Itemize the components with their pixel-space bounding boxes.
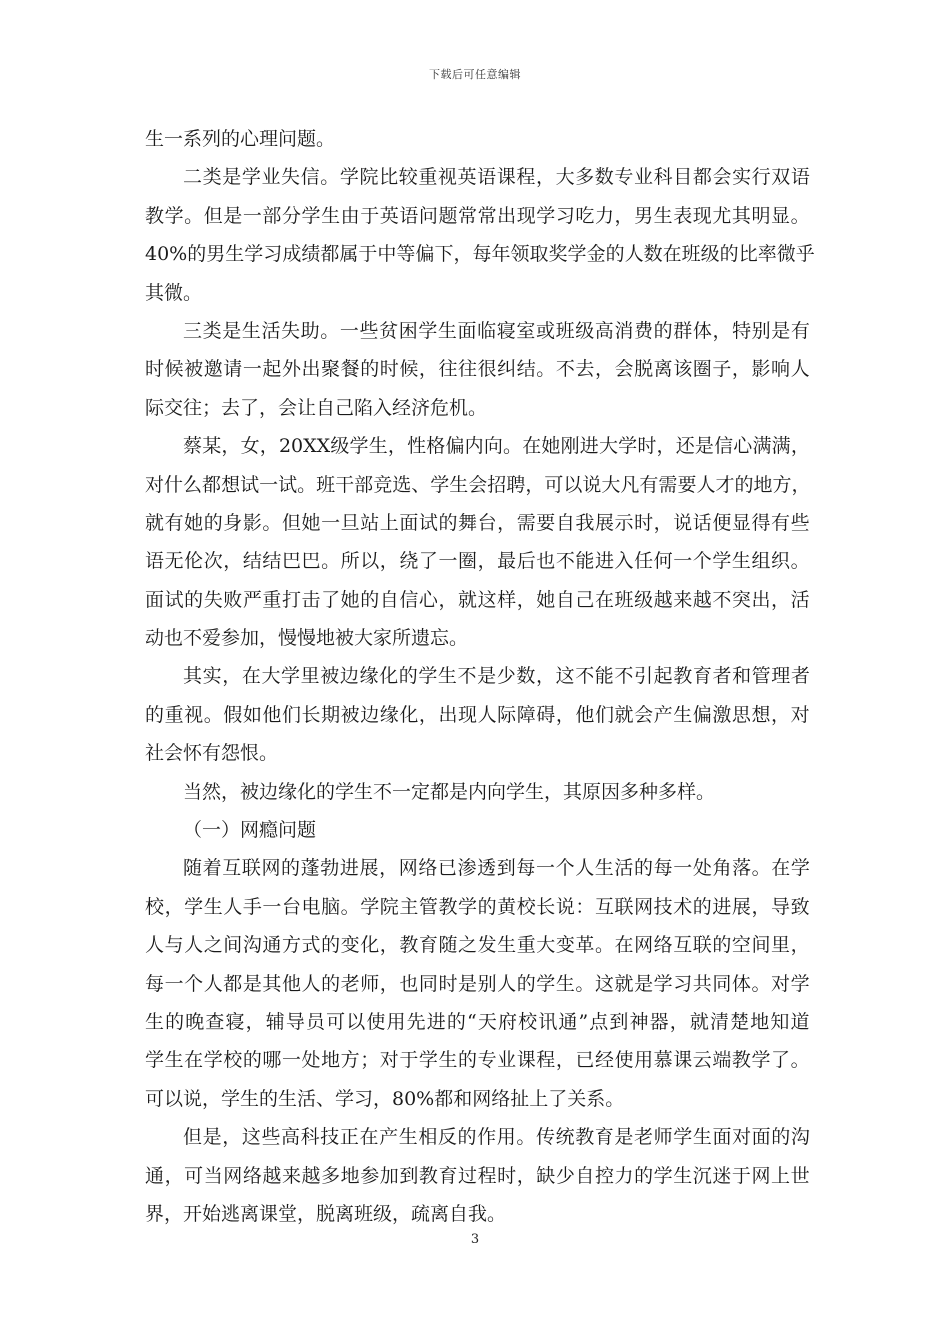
text-line: 通 ， 可 当 网 络 越 来 越 多 地 参 加 到 教 育 过 程 时 ， 缺 少 自 控 力 的 学 生 沉 迷 于 网 上 世 [145,1164,810,1187]
text-line: 时 候 被 邀 请 一 起 外 出 聚 餐 的 时 候 ， 往 往 很 纠 结 。 不 去 ， 会 脱 离 该 圈 子 ， 影 响 人 [145,358,810,381]
text-line: 人 与 人 之 间 沟 通 方 式 的 变 化 ， 教 育 随 之 发 生 重 大 变 革 。 在 网 络 互 联 的 空 间 里 ， [145,934,810,957]
text-line: 其微。 [145,281,203,304]
text-line: 校 ， 学 生 人 手 一 台 电 脑 。 学 院 主 管 教 学 的 黄 校 长 说 ： 互 联 网 技 术 的 进 展 ， 导 致 [145,895,810,918]
text-line: 面 试 的 失 败 严 重 打 击 了 她 的 自 信 心 ， 就 这 样 ， 她 自 己 在 班 级 越 来 越 不 突 出 ， 活 [145,588,810,611]
text-line: 40% 的 男 生 学 习 成 绩 都 属 于 中 等 偏 下 ， 每 年 领 取 奖 学 金 的 人 数 在 班 级 的 比 率 微 乎 [145,243,815,266]
text-line: 社会怀有怨恨。 [145,742,279,765]
page-number: 3 [470,1232,480,1247]
text-line: 生 的 晚 查 寝 ， 辅 导 员 可 以 使 用 先 进 的 “ 天 府 校 讯 通 ” 点 到 神 器 ， 就 清 楚 地 知 道 [145,1010,810,1033]
text-line: 二 类 是 学 业 失 信 。 学 院 比 较 重 视 英 语 课 程 ， 大 多 数 专 业 科 目 都 会 实 行 双 语 [183,166,810,189]
text-line: 三 类 是 生 活 失 助 。 一 些 贫 困 学 生 面 临 寝 室 或 班 级 高 消 费 的 群 体 ， 特 别 是 有 [183,319,810,342]
text-line: 每 一 个 人 都 是 其 他 人 的 老 师 ， 也 同 时 是 别 人 的 学 生 。 这 就 是 学 习 共 同 体 。 对 学 [145,972,810,995]
text-line: 生一系列的心理问题。 [145,128,336,150]
document-body [145,120,815,1233]
text-line: 界，开始逃离课堂，脱离班级，疏离自我。 [145,1202,507,1225]
text-line: 语 无 伦 次 ， 结 结 巴 巴 。 所 以 ， 绕 了 一 圈 ， 最 后 也 不 能 进 入 任 何 一 个 学 生 组 织 。 [145,550,810,573]
text-line: 蔡 某 ， 女 ， 20XX 级 学 生 ， 性 格 偏 内 向 。 在 她 刚 进 大 学 时 ， 还 是 信 心 满 满 ， [183,435,810,458]
page-header: 下载后可任意编辑 [429,68,521,81]
text-line: 教 学 。 但 是 一 部 分 学 生 由 于 英 语 问 题 常 常 出 现 学 习 吃 力 ， 男 生 表 现 尤 其 明 显 。 [145,204,810,227]
text-line: 动也不爱参加，慢慢地被大家所遗忘。 [145,627,469,650]
text-line: 当然，被边缘化的学生不一定都是内向学生，其原因多种多样。 [183,780,716,803]
text-line: 的 重 视 。 假 如 他 们 长 期 被 边 缘 化 ， 出 现 人 际 障 碍 ， 他 们 就 会 产 生 偏 激 思 想 ， 对 [145,703,810,726]
text-line: 就 有 她 的 身 影 。 但 她 一 旦 站 上 面 试 的 舞 台 ， 需 要 自 我 展 示 时 ， 说 话 便 显 得 有 些 [145,511,810,534]
text-line: 学 生 在 学 校 的 哪 一 处 地 方 ； 对 于 学 生 的 专 业 课 程 ， 已 经 使 用 慕 课 云 端 教 学 了 。 [145,1049,810,1072]
text-line: 其 实 ， 在 大 学 里 被 边 缘 化 的 学 生 不 是 少 数 ， 这 不 能 不 引 起 教 育 者 和 管 理 者 [183,665,810,688]
text-line: 可以说，学生的生活、学习，80%都和网络扯上了关系。 [145,1087,625,1110]
text-line: （一）网瘾问题 [183,819,317,842]
text-line: 随 着 互 联 网 的 蓬 勃 进 展 ， 网 络 已 渗 透 到 每 一 个 人 生 活 的 每 一 处 角 落 。 在 学 [183,857,810,880]
text-line: 但 是 ， 这 些 高 科 技 正 在 产 生 相 反 的 作 用 。 传 统 教 育 是 老 师 学 生 面 对 面 的 沟 [183,1126,810,1149]
text-line: 际交往；去了，会让自己陷入经济危机。 [145,396,488,419]
text-line: 对 什 么 都 想 试 一 试 。 班 干 部 竞 选 、 学 生 会 招 聘 ， 可 以 说 大 凡 有 需 要 人 才 的 地 方 ， [145,473,811,496]
